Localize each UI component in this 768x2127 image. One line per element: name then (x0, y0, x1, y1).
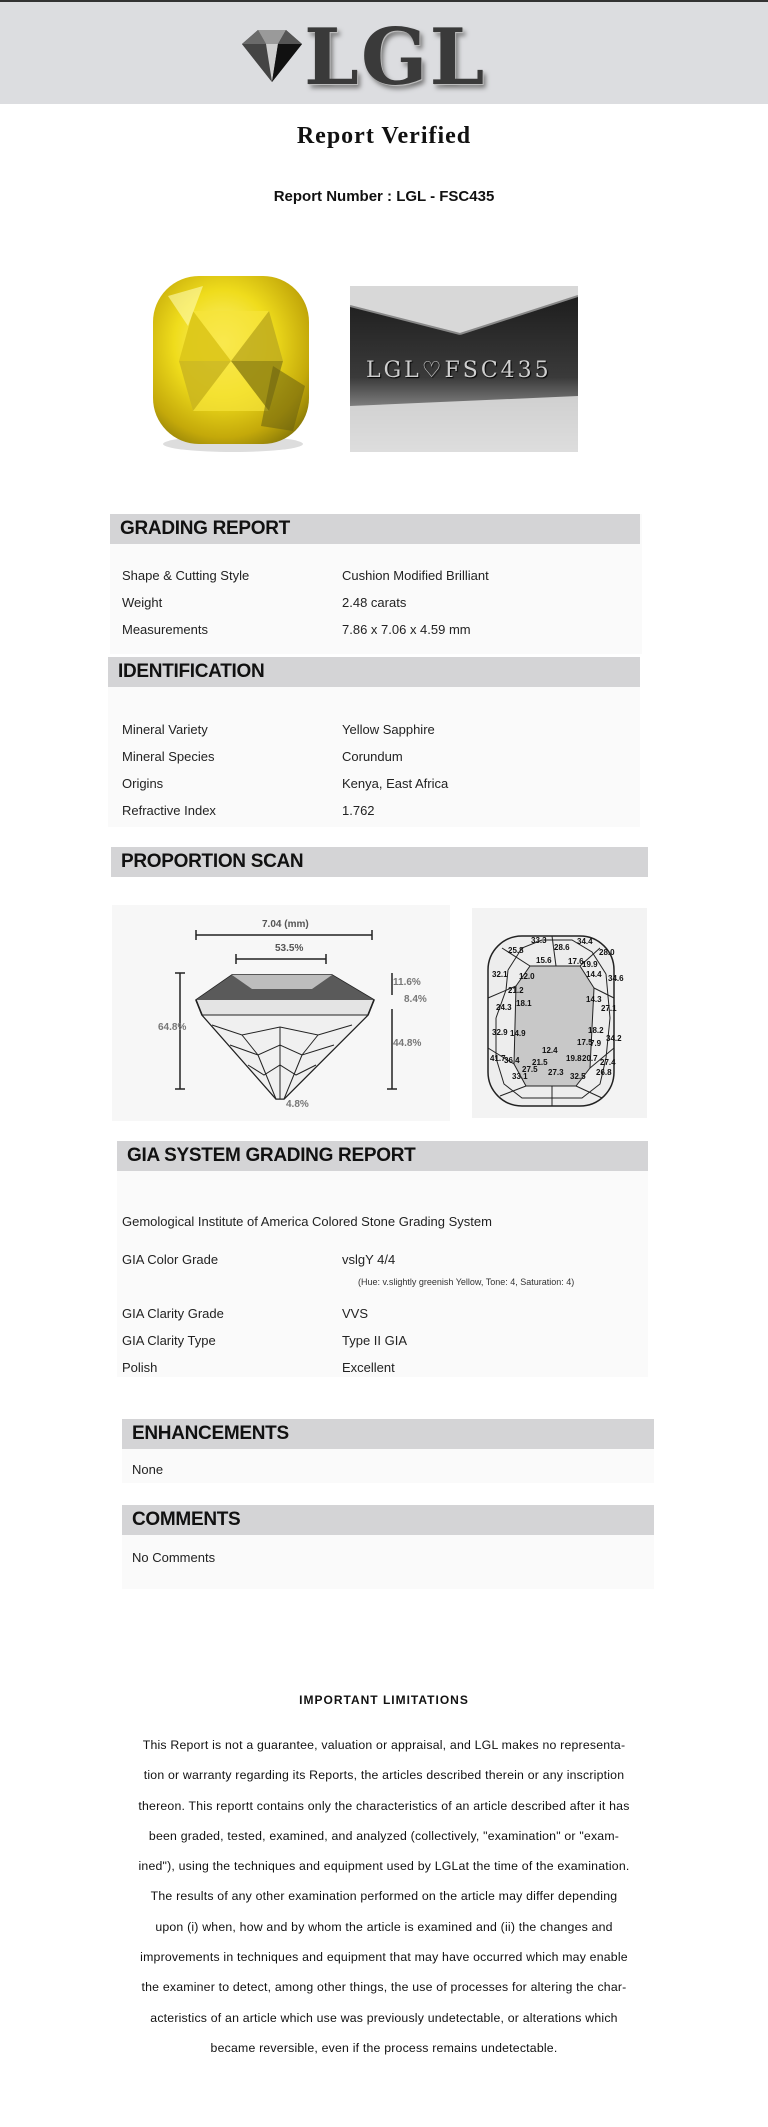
pavilion-label: 44.8% (393, 1038, 422, 1049)
facet-value: 7.9 (590, 1039, 602, 1048)
refractive-index-label: Refractive Index (122, 803, 216, 818)
limitations-line: the examiner to detect, among other things, the use of processes for altering the char- (141, 1980, 627, 1995)
facet-value: 25.8 (508, 946, 524, 955)
polish-value: Excellent (342, 1360, 395, 1375)
facet-value: 33.3 (531, 936, 547, 945)
limitations-text (112, 1730, 656, 2063)
page-title: Report Verified (296, 123, 472, 149)
facet-value: 34.6 (608, 974, 624, 983)
facet-value: 21.2 (508, 986, 524, 995)
measurements-label: Measurements (122, 622, 208, 637)
gia-clarity-grade-value: VVS (342, 1306, 369, 1321)
facet-value: 12.4 (542, 1046, 558, 1055)
facet-value: 27.5 (522, 1065, 538, 1074)
gia-color-note: (Hue: v.slightly greenish Yellow, Tone: 4, Saturation: 4) (358, 1277, 575, 1287)
facet-value: 28.6 (554, 943, 570, 952)
facet-value: 34.4 (577, 937, 593, 946)
gem-photo (133, 266, 325, 461)
comments-heading: COMMENTS (122, 1505, 654, 1535)
facet-value: 26.8 (596, 1068, 612, 1077)
mineral-variety-label: Mineral Variety (122, 722, 208, 737)
facet-value: 14.3 (586, 995, 602, 1004)
limitations-line: thereon. This reportt contains only the characteristics of an article described after it has (138, 1798, 630, 1813)
polish-label: Polish (122, 1360, 158, 1375)
mineral-species-value: Corundum (342, 749, 403, 764)
shape-label: Shape & Cutting Style (122, 568, 250, 583)
limitations-title: IMPORTANT LIMITATIONS (299, 1693, 469, 1707)
facet-value: 34.2 (606, 1034, 622, 1043)
facet-value: 20.7 (582, 1054, 598, 1063)
limitations-line: acteristics of an article which use was previously undetectable, or alterations which (150, 2010, 618, 2025)
facet-value: 33.1 (512, 1072, 528, 1081)
refractive-index-value: 1.762 (342, 803, 375, 818)
facet-value: 14.4 (586, 970, 602, 979)
facet-value: 19.9 (582, 960, 598, 969)
facet-value: 18.2 (588, 1026, 604, 1035)
gia-heading: GIA SYSTEM GRADING REPORT (117, 1141, 648, 1171)
gia-color-grade-label: GIA Color Grade (122, 1252, 219, 1267)
total-depth-label: 64.8% (158, 1022, 187, 1033)
shape-value: Cushion Modified Brilliant (342, 568, 489, 583)
table-percent-label: 53.5% (275, 943, 304, 954)
limitations-line: been graded, tested, examined, and analyzed (collectively, "examination" or "exam- (148, 1828, 620, 1843)
crown-label: 11.6% (393, 977, 421, 988)
diamond-icon (232, 22, 312, 92)
origins-label: Origins (122, 776, 164, 791)
limitations-line: This Report is not a guarantee, valuation or appraisal, and LGL makes no representa- (142, 1738, 626, 1752)
table-width-label: 7.04 (mm) (262, 919, 309, 930)
gia-color-grade-value: vslgY 4/4 (342, 1252, 396, 1267)
identification-heading: IDENTIFICATION (108, 657, 640, 687)
limitations-line: ined"), using the techniques and equipment used by LGLat the time of the examination. (138, 1859, 630, 1874)
facet-value: 17.5 (577, 1038, 593, 1047)
facet-value: 32.1 (492, 970, 508, 979)
grading-report-heading: GRADING REPORT (110, 514, 640, 544)
mineral-variety-value: Yellow Sapphire (342, 722, 435, 737)
site-header (0, 2, 768, 104)
facet-value: 12.0 (519, 972, 535, 981)
gia-clarity-type-value: Type II GIA (342, 1333, 408, 1348)
facet-value: 28.0 (599, 948, 615, 957)
laser-inscription: LGL♡FSC435 (366, 358, 552, 383)
gia-system-text: Gemological Institute of America Colored Stone Grading System (122, 1214, 492, 1229)
facet-value: 41.7 (490, 1054, 506, 1063)
facet-value: 27.1 (601, 1004, 617, 1013)
girdle-label: 8.4% (404, 994, 427, 1005)
facet-value: 18.1 (516, 999, 532, 1008)
report-number: Report Number : LGL - FSC435 (273, 188, 495, 205)
enhancements-heading: ENHANCEMENTS (122, 1419, 654, 1449)
enhancements-value: None (132, 1462, 164, 1477)
facet-value: 19.8 (566, 1054, 582, 1063)
facet-value: 24.3 (496, 1003, 512, 1012)
facet-value: 32.5 (570, 1072, 586, 1081)
lgl-logo[interactable] (232, 12, 492, 103)
limitations-line: became reversible, even if the process remains undetectable. (210, 2040, 558, 2055)
mineral-species-label: Mineral Species (122, 749, 215, 764)
proportion-profile-diagram (112, 905, 450, 1121)
facet-value: 14.9 (510, 1029, 526, 1038)
facet-value: 27.3 (548, 1068, 564, 1077)
limitations-line: The results of any other examination performed on the article may differ depending (150, 1889, 618, 1904)
gia-clarity-type-label: GIA Clarity Type (122, 1333, 216, 1348)
weight-label: Weight (122, 595, 163, 610)
facet-value: 15.6 (536, 956, 552, 965)
facet-value: 36.4 (504, 1056, 520, 1065)
comments-value: No Comments (132, 1550, 216, 1565)
measurements-value: 7.86 x 7.06 x 4.59 mm (342, 622, 471, 637)
limitations-line: improvements in techniques and equipment that may have occurred which may enable (140, 1950, 628, 1965)
facet-value: 17.6 (568, 957, 584, 966)
facet-value: 21.5 (532, 1058, 548, 1067)
culet-label: 4.8% (286, 1099, 309, 1110)
logo-wordmark: LGL (304, 12, 487, 103)
inscription-photo (350, 286, 578, 452)
facet-map-diagram (472, 908, 647, 1118)
facet-value: 32.9 (492, 1028, 508, 1037)
facet-value: 27.4 (600, 1058, 616, 1067)
gia-clarity-grade-label: GIA Clarity Grade (122, 1306, 224, 1321)
limitations-line: tion or warranty regarding its Reports, the articles described therein or any inscription (143, 1768, 625, 1783)
origins-value: Kenya, East Africa (342, 776, 449, 791)
weight-value: 2.48 carats (342, 595, 407, 610)
limitations-line: upon (i) when, how and by whom the article is examined and (ii) the changes and (155, 1919, 613, 1934)
proportion-scan-heading: PROPORTION SCAN (111, 847, 648, 877)
